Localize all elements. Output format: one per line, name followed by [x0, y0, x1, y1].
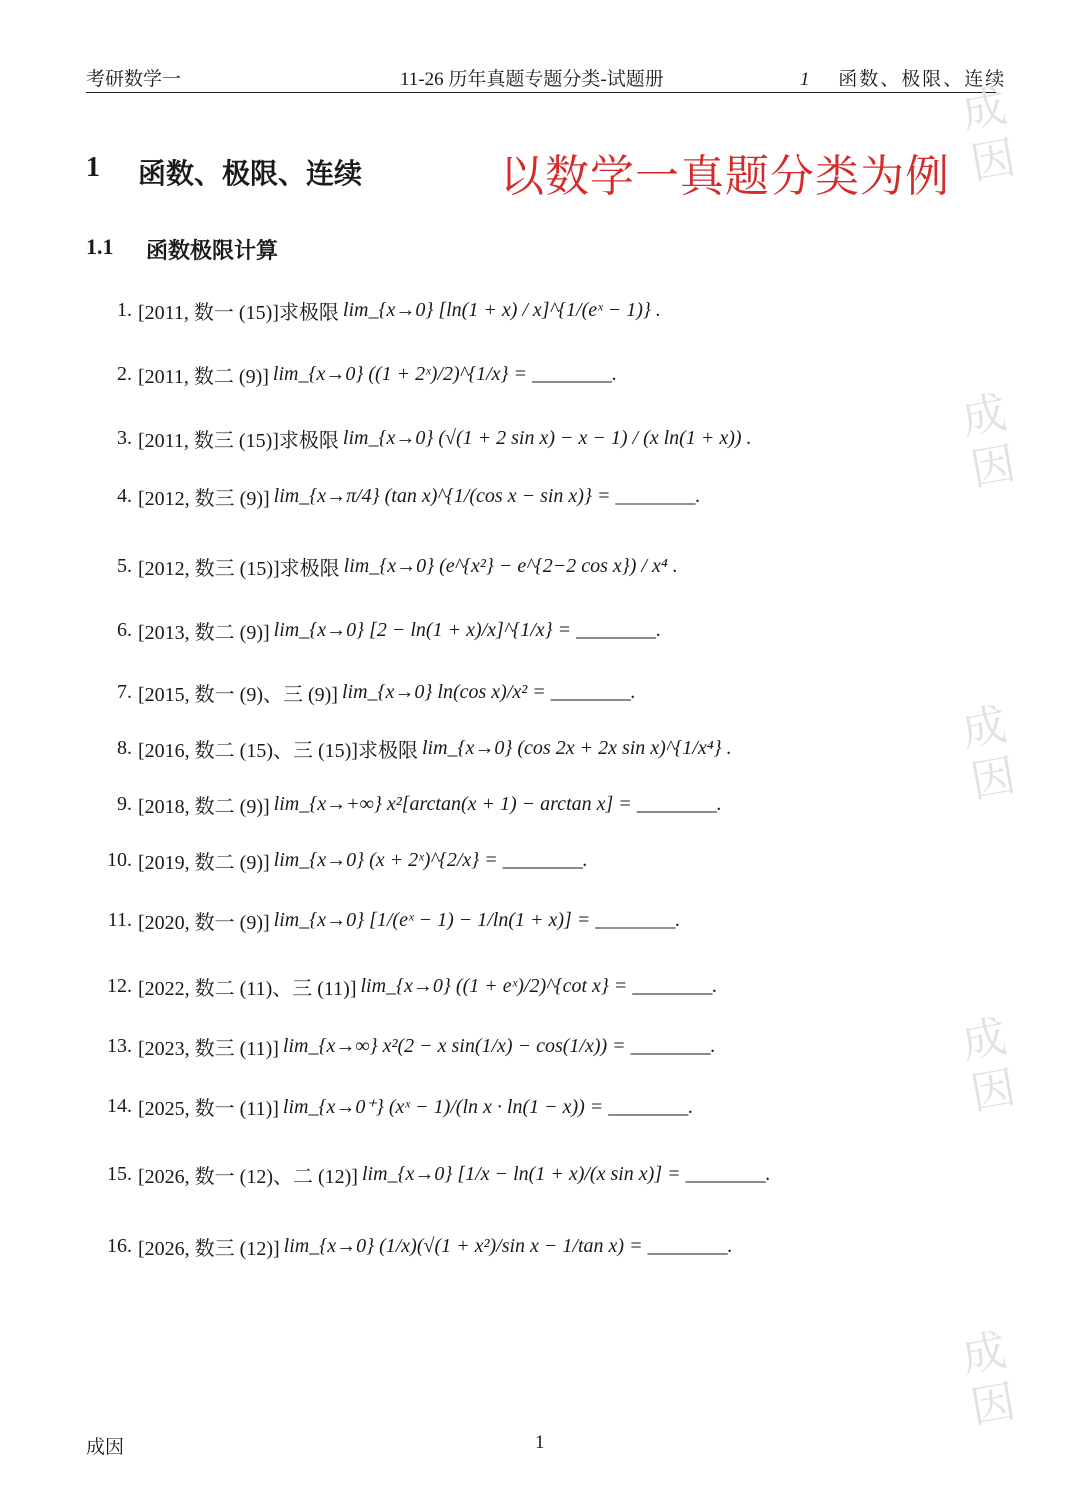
header-title: 11-26 历年真题专题分类-试题册 — [400, 69, 664, 90]
problem-item — [96, 1160, 771, 1189]
problem-item — [96, 906, 680, 935]
problem-source: [2013, 数二 (9)] — [138, 622, 270, 644]
problem-source: [2026, 数一 (12)、二 (12)] — [138, 1166, 358, 1188]
watermark: 成因 — [950, 1012, 1019, 1124]
problem-number: 1. — [117, 299, 132, 321]
problem-item — [96, 972, 717, 1001]
problem-number: 16. — [107, 1235, 132, 1257]
problem-source: [2023, 数三 (11)] — [138, 1038, 279, 1060]
problem-source: [2020, 数一 (9)] — [138, 912, 270, 934]
problem-item — [96, 1092, 693, 1121]
problem-item — [96, 846, 588, 875]
problem-item — [96, 360, 617, 389]
problem-formula: lim_{x→∞} x²(2 − x sin(1/x) − cos(1/x)) = ________. — [282, 1035, 716, 1057]
problem-formula: lim_{x→π/4} (tan x)^{1/(cos x − sin x)} = ________. — [273, 485, 701, 507]
problem-source: [2019, 数二 (9)] — [138, 852, 270, 874]
problem-source: [2025, 数一 (11)] — [138, 1098, 279, 1120]
problem-formula: lim_{x→+∞} x²[arctan(x + 1) − arctan x] = ________. — [273, 793, 722, 815]
problem-formula: lim_{x→0} (1/x)(√(1 + x²)/sin x − 1/tan x) = ________. — [283, 1235, 733, 1257]
problem-number: 8. — [117, 737, 132, 759]
problem-item — [96, 552, 678, 581]
page-number: 1 — [535, 1432, 545, 1453]
problem-source: [2012, 数三 (15)]求极限 — [138, 558, 340, 580]
problem-number: 6. — [117, 619, 132, 641]
problem-formula: lim_{x→0} ((1 + 2ˣ)/2)^{1/x} = ________. — [272, 363, 618, 385]
header-chapter-number: 1 — [800, 69, 810, 90]
problem-item — [96, 296, 661, 325]
problem-number: 13. — [107, 1035, 132, 1057]
problem-source: [2012, 数三 (9)] — [138, 488, 270, 510]
problem-formula: lim_{x→0} [1/(eˣ − 1) − 1/ln(1 + x)] = ________. — [273, 909, 681, 931]
problem-formula: lim_{x→0} [1/x − ln(1 + x)/(x sin x)] = ________. — [361, 1163, 771, 1185]
problem-formula: lim_{x→0} ((1 + eˣ)/2)^{cot x} = ________. — [360, 975, 718, 997]
problem-number: 4. — [117, 485, 132, 507]
problem-number: 10. — [107, 849, 132, 871]
problem-item — [96, 1232, 733, 1261]
problem-item — [96, 482, 700, 511]
problem-item — [96, 616, 661, 645]
problem-number: 5. — [117, 555, 132, 577]
problem-number: 11. — [107, 909, 132, 931]
problem-formula: lim_{x→0⁺} (xˣ − 1)/(ln x · ln(1 − x)) = ________. — [282, 1096, 694, 1118]
watermark: 成因 — [950, 1326, 1019, 1438]
problem-source: [2015, 数一 (9)、三 (9)] — [138, 684, 338, 706]
problem-formula: lim_{x→0} [ln(1 + x) / x]^{1/(eˣ − 1)} . — [342, 299, 661, 321]
problem-number: 9. — [117, 793, 132, 815]
section-title: 函数、极限、连续 — [138, 157, 363, 190]
watermark: 成因 — [950, 700, 1019, 812]
problem-number: 7. — [117, 681, 132, 703]
problem-source: [2022, 数二 (11)、三 (11)] — [138, 978, 357, 1000]
problem-source: [2011, 数一 (15)]求极限 — [138, 302, 339, 324]
problem-formula: lim_{x→0} (√(1 + 2 sin x) − x − 1) / (x ln(1 + x)) . — [342, 427, 752, 449]
problem-number: 14. — [107, 1095, 132, 1117]
subsection-title: 函数极限计算 — [146, 239, 279, 264]
problem-formula: lim_{x→0} (cos 2x + 2x sin x)^{1/x⁴} . — [421, 737, 732, 759]
problem-item — [96, 424, 752, 453]
footer-left: 成因 — [86, 1437, 125, 1458]
problem-number: 2. — [117, 363, 132, 385]
header-rule — [86, 92, 996, 93]
problem-item — [96, 734, 732, 763]
problem-number: 15. — [107, 1163, 132, 1185]
header-chapter-title: 函数、极限、连续 — [838, 69, 1007, 90]
subsection-number: 1.1 — [86, 234, 114, 259]
problem-item — [96, 790, 722, 819]
problem-number: 3. — [117, 427, 132, 449]
problem-number: 12. — [107, 975, 132, 997]
problem-formula: lim_{x→0} [2 − ln(1 + x)/x]^{1/x} = ________. — [273, 619, 662, 641]
watermark: 成因 — [950, 388, 1019, 500]
problem-formula: lim_{x→0} ln(cos x)/x² = ________. — [341, 681, 636, 703]
problem-formula: lim_{x→0} (e^{x²} − e^{2−2 cos x}) / x⁴ . — [343, 555, 678, 577]
watermark: 成因 — [950, 82, 1019, 194]
problem-source: [2016, 数二 (15)、三 (15)]求极限 — [138, 740, 418, 762]
overlay-annotation: 以数学一真题分类为例 — [500, 151, 950, 202]
header-left: 考研数学一 — [86, 69, 182, 90]
problem-source: [2011, 数二 (9)] — [138, 366, 269, 388]
problem-item — [96, 678, 636, 707]
problem-source: [2018, 数二 (9)] — [138, 796, 270, 818]
problem-formula: lim_{x→0} (x + 2ˣ)^{2/x} = ________. — [273, 849, 588, 871]
problem-source: [2011, 数三 (15)]求极限 — [138, 430, 339, 452]
problem-source: [2026, 数三 (12)] — [138, 1238, 280, 1260]
problem-item — [96, 1032, 716, 1061]
section-number: 1 — [86, 152, 100, 183]
